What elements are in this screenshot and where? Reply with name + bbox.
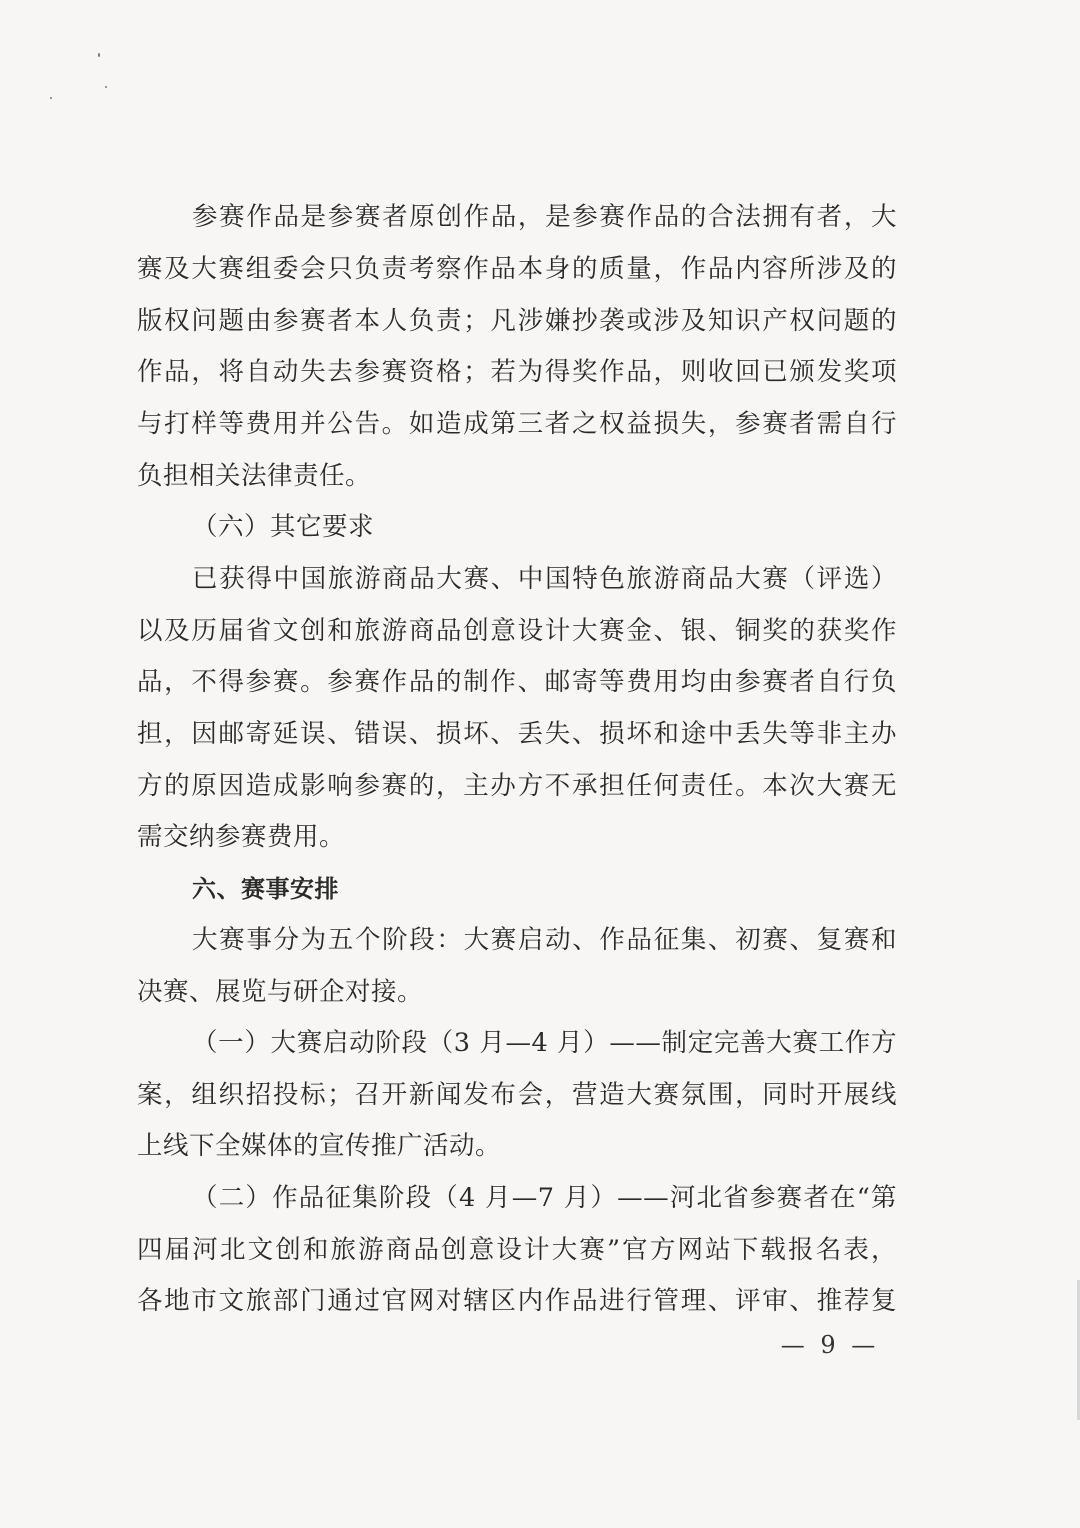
paragraph-line: 大赛事分为五个阶段：大赛启动、作品征集、初赛、复赛和 <box>192 925 897 955</box>
paragraph-line: 负担相关法律责任。 <box>137 461 372 491</box>
paragraph-line: 方的原因造成影响参赛的，主办方不承担任何责任。本次大赛无 <box>137 771 897 801</box>
paragraph-line: 案，组织招投标；召开新闻发布会，营造大赛氛围，同时开展线 <box>137 1080 897 1110</box>
paragraph-line: 四届河北文创和旅游商品创意设计大赛”官方网站下载报名表， <box>137 1235 897 1265</box>
paragraph-line: 各地市文旅部门通过官网对辖区内作品进行管理、评审、推荐复 <box>137 1286 897 1316</box>
subsection-heading: （六）其它要求 <box>192 512 375 542</box>
paragraph-line: 与打样等费用并公告。如造成第三者之权益损失，参赛者需自行 <box>137 409 897 439</box>
paragraph-line: 版权问题由参赛者本人负责；凡涉嫌抄袭或涉及知识产权问题的 <box>137 306 897 336</box>
paragraph-line: 上线下全媒体的宣传推广活动。 <box>137 1131 502 1161</box>
paragraph-line: 赛及大赛组委会只负责考察作品本身的质量，作品内容所涉及的 <box>137 254 897 284</box>
scan-speck <box>98 53 100 57</box>
paragraph-line: 决赛、展览与研企对接。 <box>137 977 424 1007</box>
paragraph-line: （一）大赛启动阶段（3 月—4 月）——制定完善大赛工作方 <box>192 1028 897 1058</box>
paragraph-line: 品，不得参赛。参赛作品的制作、邮寄等费用均由参赛者自行负 <box>137 667 897 697</box>
paragraph-line: 担，因邮寄延误、错误、损坏、丢失、损坏和途中丢失等非主办 <box>137 719 897 749</box>
paragraph-line: 已获得中国旅游商品大赛、中国特色旅游商品大赛（评选） <box>192 564 897 594</box>
paragraph-line: 以及历届省文创和旅游商品创意设计大赛金、银、铜奖的获奖作 <box>137 616 897 646</box>
page-number: — 9 — <box>780 1331 880 1359</box>
paragraph-line: 参赛作品是参赛者原创作品，是参赛作品的合法拥有者，大 <box>192 202 897 232</box>
paragraph-line: 需交纳参赛费用。 <box>137 822 346 852</box>
paragraph-line: 作品，将自动失去参赛资格；若为得奖作品，则收回已颁发奖项 <box>137 357 897 387</box>
scan-speck <box>105 86 107 88</box>
scan-speck <box>50 97 52 99</box>
paragraph-line: （二）作品征集阶段（4 月—7 月）——河北省参赛者在“第 <box>192 1183 897 1213</box>
section-heading: 六、赛事安排 <box>192 875 339 903</box>
